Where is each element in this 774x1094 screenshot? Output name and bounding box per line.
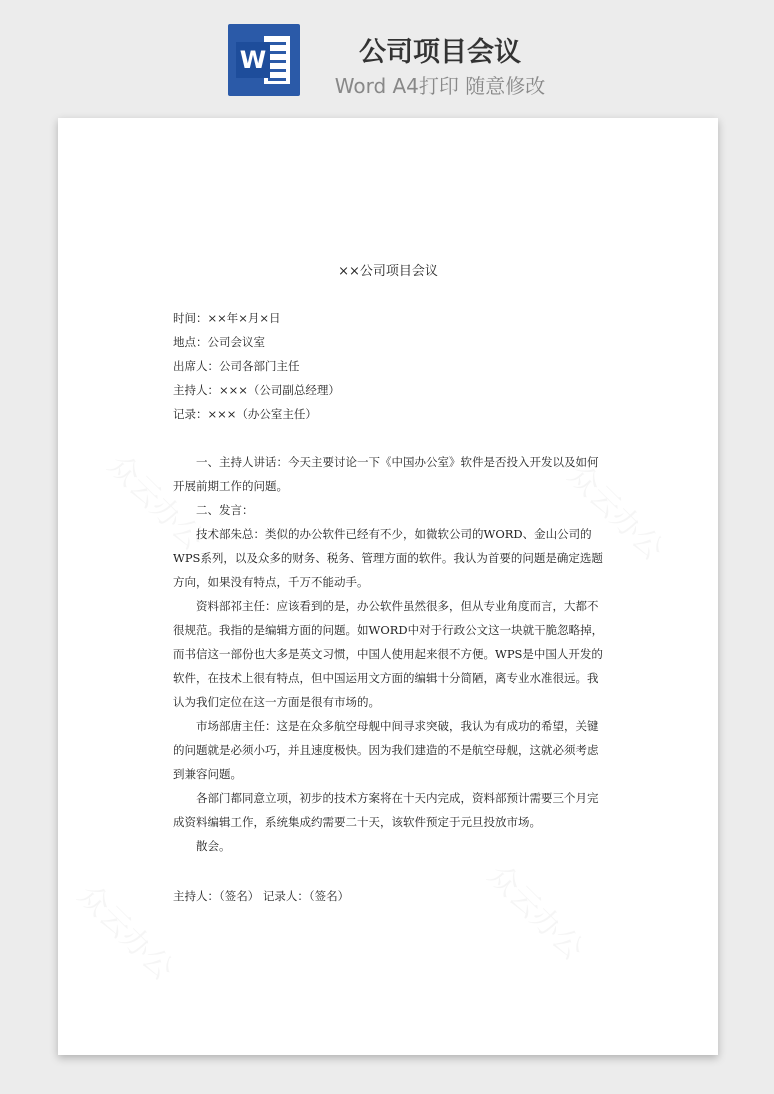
document-body: [173, 306, 607, 858]
document-page: [58, 118, 718, 1055]
paragraph: 一、主持人讲话：今天主要讨论一下《中国办公室》软件是否投入开发以及如何开展前期工作的问题。: [173, 455, 599, 493]
meta-time: 时间：××年×月×日: [173, 311, 281, 325]
meta-recorder: 记录：×××（办公室主任）: [173, 407, 317, 421]
document-title: ××公司项目会议: [338, 264, 438, 279]
page-title: 公司项目会议: [359, 37, 521, 68]
paragraph: 二、发言：: [196, 503, 254, 517]
paragraph: 散会。: [196, 839, 231, 853]
watermark: [480, 852, 596, 968]
paragraph: 技术部朱总：类似的办公软件已经有不少，如微软公司的WORD、金山公司的WPS系列，以及众多的财务、税务、管理方面的软件。我认为首要的问题是确定选题方向，如果没有特点，千万不能动手。: [173, 527, 603, 589]
page-subtitle: Word A4打印 随意修改: [334, 74, 546, 98]
meta-attendees: 出席人：公司各部门主任: [173, 359, 300, 373]
meta-location: 地点：公司会议室: [173, 335, 265, 349]
paragraph: 各部门都同意立项，初步的技术方案将在十天内完成，资料部预计需要三个月完成资料编辑工作，系统集成约需要二十天，该软件预定于元旦投放市场。: [173, 791, 599, 829]
paragraph: 市场部唐主任：这是在众多航空母舰中间寻求突破，我认为有成功的希望，关键的问题就是必须小巧，并且速度极快。因为我们建造的不是航空母舰，这就必须考虑到兼容问题。: [173, 719, 599, 781]
word-icon: [228, 24, 300, 96]
signature-line: 主持人：（签名） 记录人：（签名）: [173, 889, 350, 903]
header: [0, 0, 774, 110]
word-logo-letter: W: [236, 42, 270, 78]
paragraph: 资料部祁主任：应该看到的是，办公软件虽然很多，但从专业角度而言，大都不很规范。我指的是编辑方面的问题。如WORD中对于行政公文这一块就干脆忽略掉，而书信这一部份也大多是英文习惯，中国人使用起来很不方便。WPS是中国人开发的软件，在技术上很有特点，但中国运用文方面的编辑十分简陋，离专业水准很远。我认为我们定位在这一方面是很有市场的。: [173, 599, 604, 709]
meta-host: 主持人：×××（公司副总经理）: [173, 383, 340, 397]
watermark: [70, 872, 186, 988]
